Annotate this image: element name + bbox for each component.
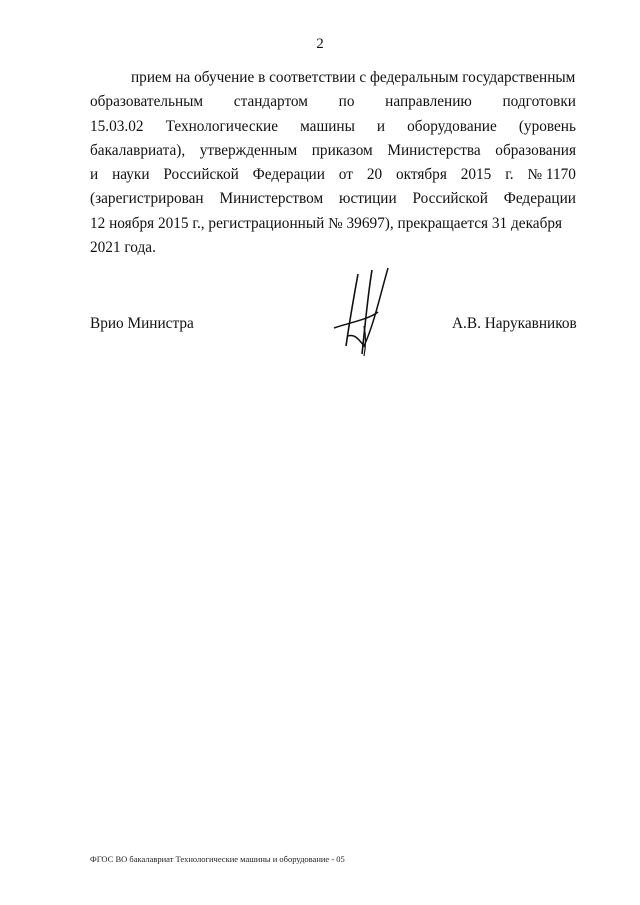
body-word: бакалавриата),: [90, 141, 186, 159]
body-line: [90, 90, 576, 114]
body-word: образовательным: [90, 93, 204, 111]
body-word: 20: [366, 166, 383, 184]
body-line: [90, 187, 576, 211]
body-word: Технологические: [165, 117, 279, 135]
body-word: Федерации: [503, 190, 576, 208]
body-line: [90, 139, 576, 163]
body-word: подготовки: [502, 93, 576, 111]
body-word: прием на обучение в соответствии с федеральным государственным: [131, 69, 576, 86]
body-word: октября: [395, 166, 447, 184]
handwritten-signature: [328, 266, 398, 358]
body-word: юстиции: [339, 190, 397, 208]
body-word: (зарегистрирован: [90, 190, 204, 208]
body-word: Министерства: [387, 141, 481, 159]
body-word: Министерством: [219, 190, 324, 208]
body-line: [90, 66, 576, 90]
body-word: и: [376, 117, 386, 135]
signatory-name: А.В. Нарукавников: [452, 315, 577, 332]
body-line: [90, 163, 576, 187]
body-word: (уровень: [518, 117, 576, 135]
signatory-position: Врио Министра: [90, 315, 194, 332]
body-word: по: [338, 93, 355, 111]
body-word: образования: [495, 141, 576, 159]
footer-note: ФГОС ВО бакалавриат Технологические машины и оборудование - 05: [90, 854, 345, 864]
body-word: Российской: [412, 190, 488, 208]
body-line: [90, 236, 576, 260]
page-number: 2: [316, 36, 324, 52]
body-word: 2021 года.: [90, 239, 156, 257]
body-word: оборудование: [407, 117, 497, 135]
body-word: утвержденным: [199, 141, 298, 159]
body-word: направлению: [385, 93, 472, 111]
body-word: 12 ноября 2015 г., регистрационный № 39697), прекращается 31 декабря: [90, 214, 563, 232]
body-word: 2015: [460, 166, 492, 184]
body-word: приказом: [311, 141, 373, 159]
body-paragraph: [90, 66, 576, 260]
body-word: № 1170: [527, 166, 576, 184]
body-word: машины: [300, 117, 355, 135]
body-word: науки: [112, 166, 150, 184]
body-word: Российской: [163, 166, 239, 184]
body-word: стандартом: [233, 93, 308, 111]
body-word: Федерации: [252, 166, 325, 184]
body-word: г.: [505, 166, 514, 184]
body-word: от: [338, 166, 353, 184]
body-word: 15.03.02: [90, 117, 144, 135]
body-line: [90, 115, 576, 139]
body-word: и: [90, 166, 99, 184]
body-line: [90, 212, 576, 236]
